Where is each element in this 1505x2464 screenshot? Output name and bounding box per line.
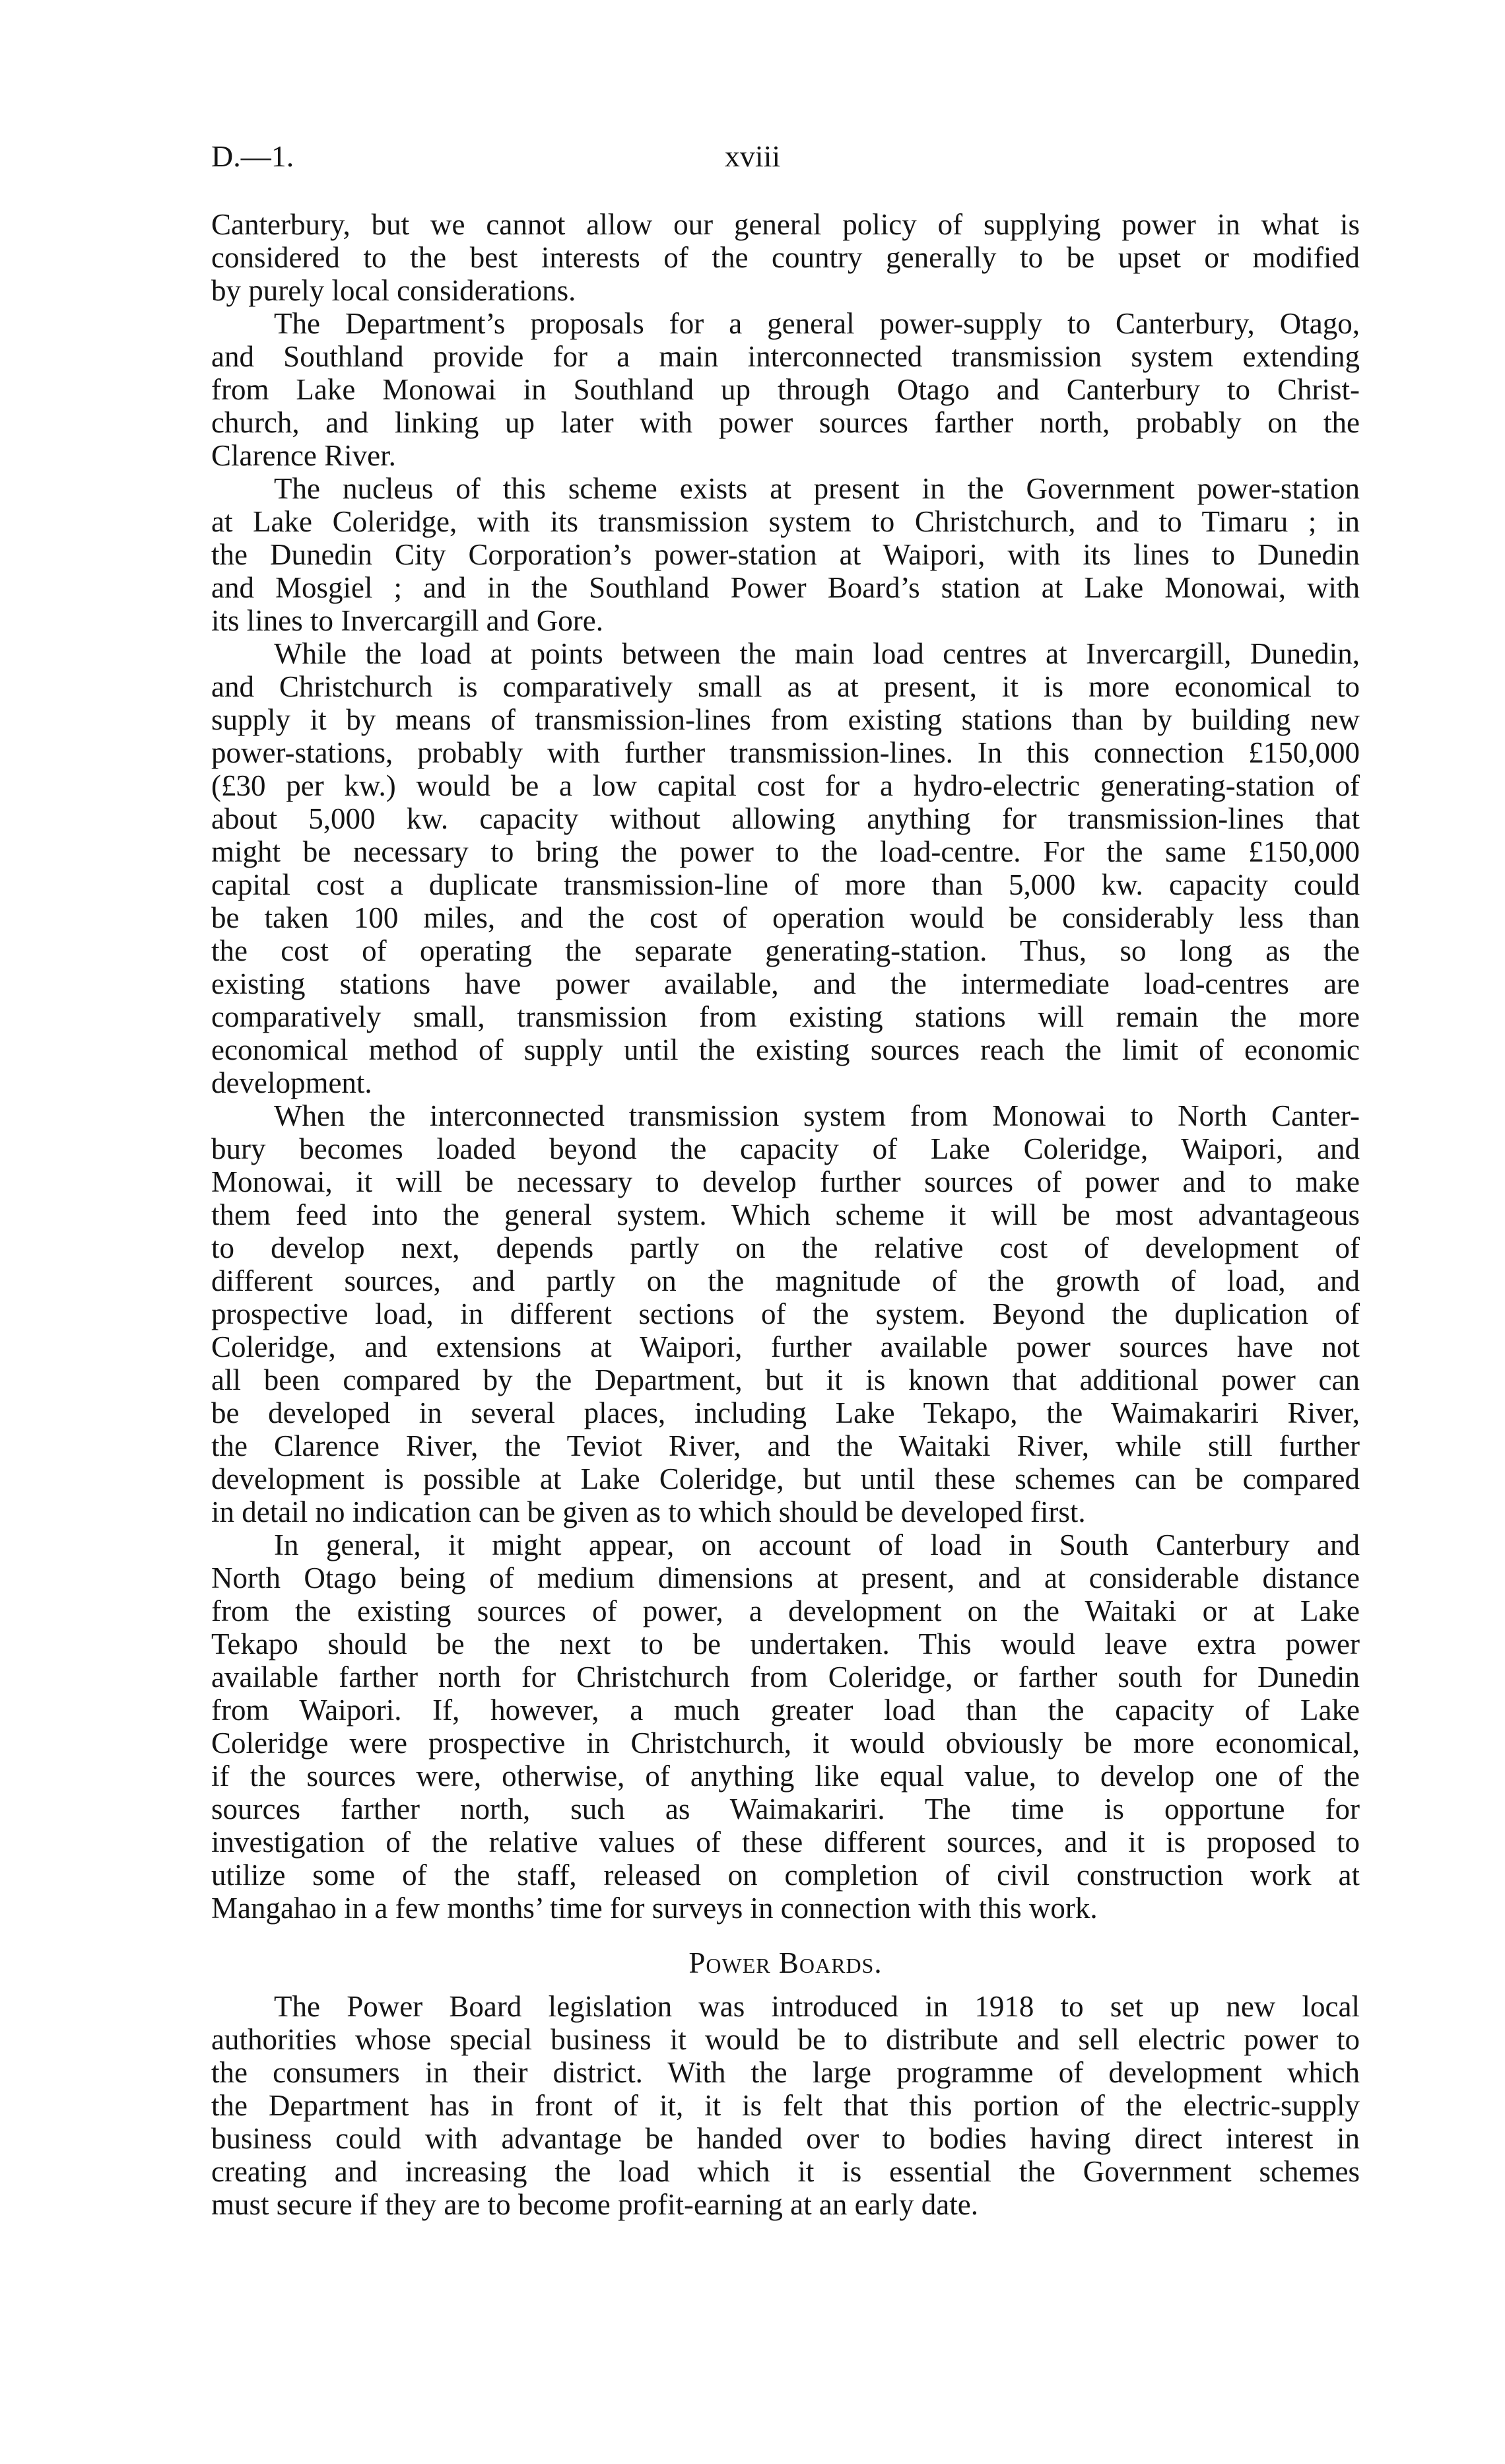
text-line: available farther north for Christchurch from Coleridge, or farther south for Dunedin: [211, 1660, 1360, 1694]
text-line: to develop next, depends partly on the relative cost of development of: [211, 1231, 1360, 1264]
text-line: The nucleus of this scheme exists at present in the Government power-station: [274, 472, 1360, 505]
text-line: if the sources were, otherwise, of anything like equal value, to develop one of the: [211, 1760, 1360, 1793]
text-line: its lines to Invercargill and Gore.: [211, 604, 604, 637]
text-line: supply it by means of transmission-lines from existing stations than by building new: [211, 703, 1360, 736]
text-line: sources farther north, such as Waimakariri. The time is opportune for: [211, 1793, 1360, 1826]
text-line: creating and increasing the load which it is essential the Government schemes: [211, 2155, 1360, 2188]
text-line: in detail no indication can be given as to which should be developed first.: [211, 1495, 1086, 1528]
text-line: The Power Board legislation was introduced in 1918 to set up new local: [274, 1990, 1360, 2023]
text-line: Mangahao in a few months’ time for surveys in connection with this work.: [211, 1892, 1098, 1925]
paragraphs-before-heading: [211, 208, 1360, 1925]
paragraph: [211, 307, 1360, 472]
text-line: While the load at points between the main load centres at Invercargill, Dunedin,: [274, 637, 1360, 670]
text-line: Tekapo should be the next to be undertaken. This would leave extra power: [211, 1627, 1360, 1660]
text-line: The Department’s proposals for a general power-supply to Canterbury, Otago,: [274, 307, 1360, 340]
text-line: and Christchurch is comparatively small as at present, it is more economical to: [211, 670, 1360, 703]
text-line: bury becomes loaded beyond the capacity of Lake Coleridge, Waipori, and: [211, 1132, 1360, 1165]
text-line: from Waipori. If, however, a much greater load than the capacity of Lake: [211, 1694, 1360, 1727]
text-line: comparatively small, transmission from existing stations will remain the more: [211, 1000, 1360, 1033]
text-line: be developed in several places, including Lake Tekapo, the Waimakariri River,: [211, 1396, 1360, 1429]
text-line: from Lake Monowai in Southland up through Otago and Canterbury to Christ-: [211, 373, 1360, 406]
text-line: the Clarence River, the Teviot River, and the Waitaki River, while still further: [211, 1429, 1360, 1462]
document-reference: D.—1.: [211, 139, 294, 173]
text-line: be taken 100 miles, and the cost of operation would be considerably less than: [211, 901, 1360, 934]
text-line: utilize some of the staff, released on completion of civil construction work at: [211, 1859, 1360, 1892]
text-line: Monowai, it will be necessary to develop further sources of power and to make: [211, 1165, 1360, 1198]
text-line: Canterbury, but we cannot allow our general policy of supplying power in what is: [211, 208, 1360, 241]
text-line: all been compared by the Department, but it is known that additional power can: [211, 1363, 1360, 1396]
paragraph: [211, 1099, 1360, 1528]
text-line: must secure if they are to become profit-earning at an early date.: [211, 2188, 978, 2221]
paragraph: [211, 1528, 1360, 1925]
text-line: considered to the best interests of the country generally to be upset or modified: [211, 241, 1360, 274]
document-body: [211, 208, 1360, 2221]
text-line: investigation of the relative values of these different sources, and it is proposed to: [211, 1826, 1360, 1859]
paragraphs-after-heading: [211, 1990, 1360, 2221]
paragraph: [211, 637, 1360, 1099]
text-line: Coleridge, and extensions at Waipori, further available power sources have not: [211, 1330, 1360, 1363]
section-heading: Power Boards.: [688, 1946, 883, 1979]
text-line: Coleridge were prospective in Christchurch, it would obviously be more economical,: [211, 1727, 1360, 1760]
text-line: (£30 per kw.) would be a low capital cost for a hydro-electric generating-station of: [211, 769, 1360, 802]
text-line: from the existing sources of power, a development on the Waitaki or at Lake: [211, 1594, 1360, 1627]
text-line: the Department has in front of it, it is felt that this portion of the electric-supply: [211, 2089, 1360, 2122]
page-number: xviii: [724, 139, 781, 173]
text-line: and Mosgiel ; and in the Southland Power Board’s station at Lake Monowai, with: [211, 571, 1360, 604]
text-line: the Dunedin City Corporation’s power-station at Waipori, with its lines to Dunedin: [211, 538, 1360, 571]
text-line: development.: [211, 1066, 372, 1099]
text-line: North Otago being of medium dimensions at present, and at considerable distance: [211, 1561, 1360, 1594]
text-line: might be necessary to bring the power to the load-centre. For the same £150,000: [211, 835, 1360, 868]
text-line: development is possible at Lake Coleridge, but until these schemes can be compared: [211, 1462, 1360, 1495]
text-line: power-stations, probably with further transmission-lines. In this connection £150,000: [211, 736, 1360, 769]
text-line: the consumers in their district. With the large programme of development which: [211, 2056, 1360, 2089]
text-line: church, and linking up later with power sources farther north, probably on the: [211, 406, 1360, 439]
text-line: capital cost a duplicate transmission-line of more than 5,000 kw. capacity could: [211, 868, 1360, 901]
paragraph: [211, 472, 1360, 637]
paragraph: [211, 208, 1360, 307]
text-line: Clarence River.: [211, 439, 396, 472]
text-line: them feed into the general system. Which scheme it will be most advantageous: [211, 1198, 1360, 1231]
paragraph: [211, 1990, 1360, 2221]
text-line: existing stations have power available, and the intermediate load-centres are: [211, 967, 1360, 1000]
text-line: economical method of supply until the existing sources reach the limit of economic: [211, 1033, 1360, 1066]
text-line: and Southland provide for a main interconnected transmission system extending: [211, 340, 1360, 373]
text-line: by purely local considerations.: [211, 274, 576, 307]
text-line: authorities whose special business it would be to distribute and sell electric power to: [211, 2023, 1360, 2056]
text-line: In general, it might appear, on account of load in South Canterbury and: [274, 1528, 1360, 1561]
text-line: about 5,000 kw. capacity without allowing anything for transmission-lines that: [211, 802, 1360, 835]
text-line: prospective load, in different sections of the system. Beyond the duplication of: [211, 1297, 1360, 1330]
text-line: different sources, and partly on the magnitude of the growth of load, and: [211, 1264, 1360, 1297]
text-line: the cost of operating the separate generating-station. Thus, so long as the: [211, 934, 1360, 967]
text-line: When the interconnected transmission system from Monowai to North Canter-: [274, 1099, 1360, 1132]
text-line: at Lake Coleridge, with its transmission system to Christchurch, and to Timaru ; in: [211, 505, 1360, 538]
text-line: business could with advantage be handed over to bodies having direct interest in: [211, 2122, 1360, 2155]
